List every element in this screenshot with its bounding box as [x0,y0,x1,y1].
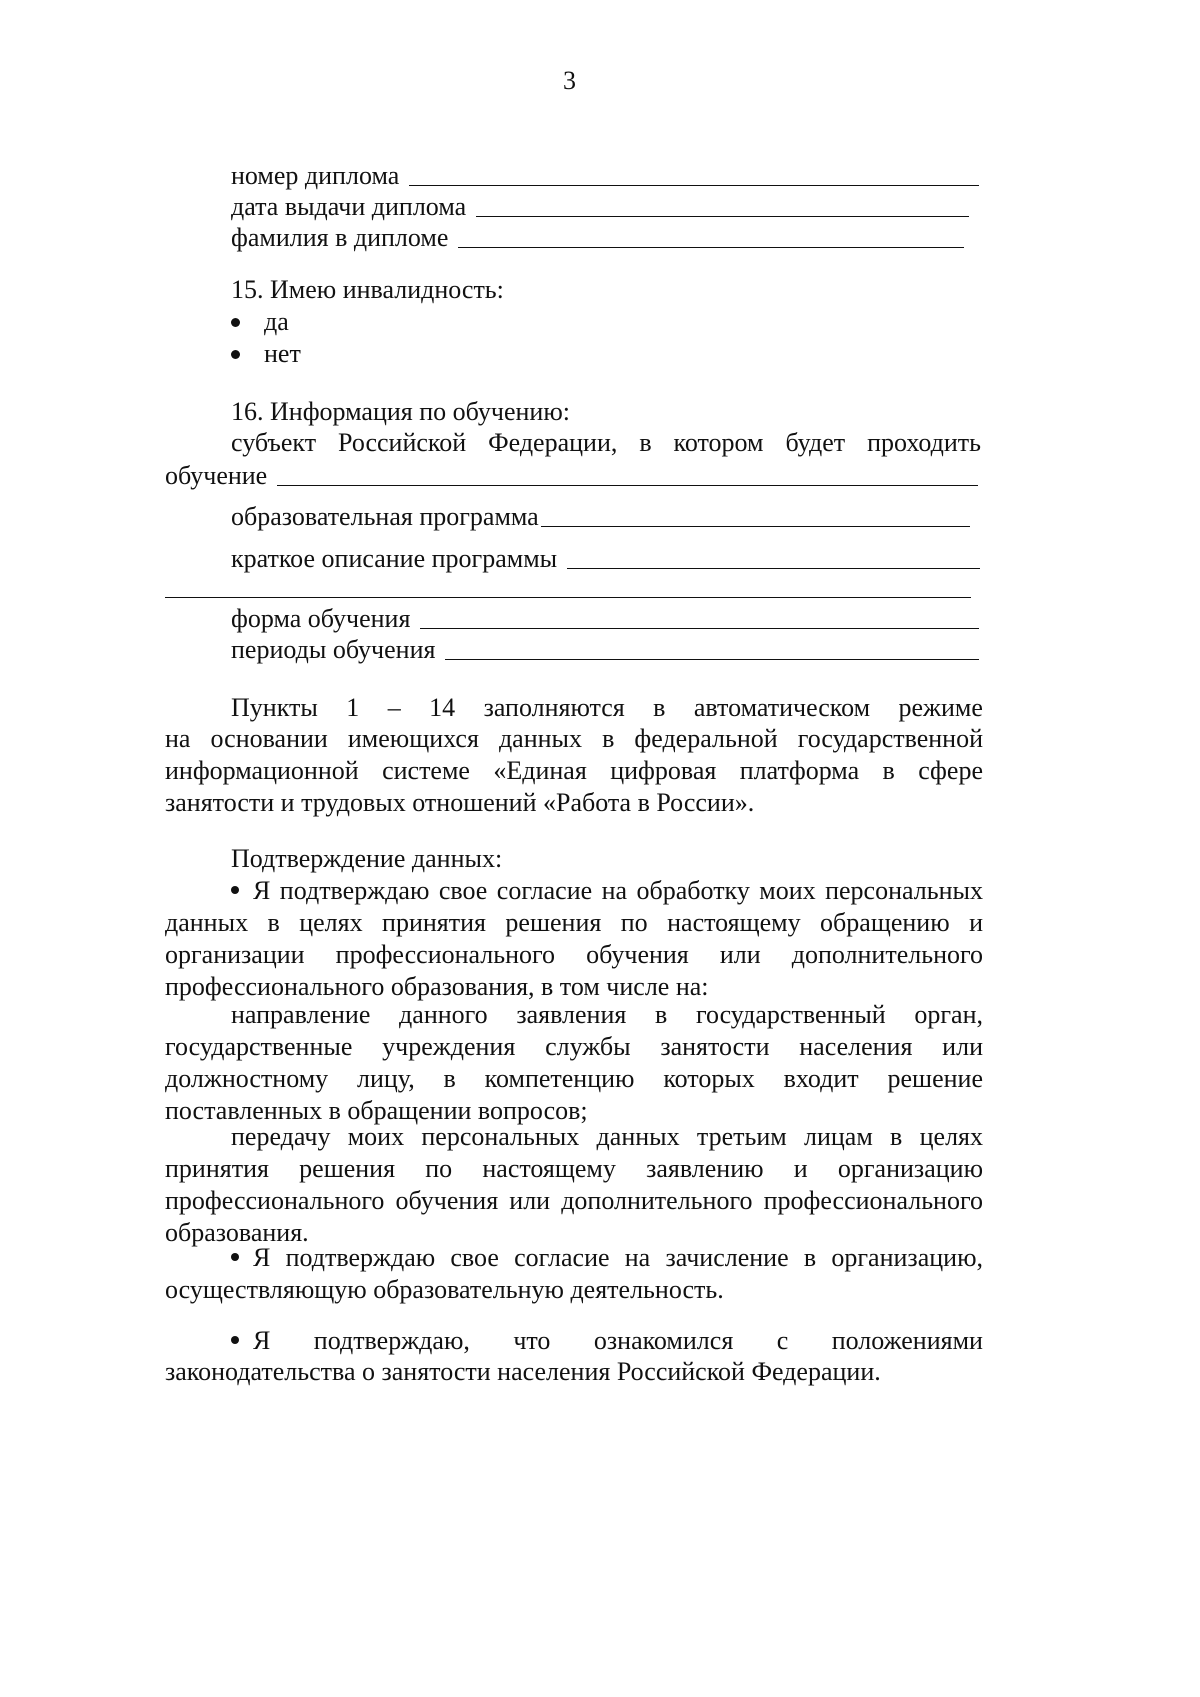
word: что [513,1326,551,1355]
diploma-surname-blank [458,246,964,248]
word: автоматическом [693,693,871,722]
disability-option-no [231,338,301,370]
diploma-date-blank [476,215,969,217]
training-region-line1 [231,427,981,459]
word: положениями [831,1326,983,1355]
word: Пункты [231,693,318,722]
word: заполняются [483,693,625,722]
training-info-title: 16. Информация по обучению: [231,397,570,426]
training-periods-label: периоды обучения [231,635,436,664]
bullet-icon [231,886,239,894]
auto-fill-note-line1 [231,692,983,724]
word: – [387,693,401,722]
training-form-field [231,603,979,635]
program-description-blank [567,567,980,569]
word: субъект [231,428,317,457]
word: в [653,693,666,722]
consent-personal-data [165,875,983,1003]
auto-fill-note-body: на основании имеющихся данных в федеральной государственной информационной системе «Единая цифровая платформа в сфере занятости и трудовых отношений «Работа в России». [165,724,983,817]
page-number: 3 [563,66,576,95]
bullet-icon [231,1336,239,1344]
diploma-number-field [231,160,979,192]
word: в [639,428,652,457]
diploma-number-label: номер диплома [231,161,400,190]
program-description-field [231,543,980,575]
consent-personal-data-text: Я подтверждаю свое согласие на обработку моих персональных данных в целях принятия решения по настоящему обращению и организации профессионального обучения или дополнительного профессионального образования, в том числе на: [165,876,983,1001]
education-program-label: образовательная программа [231,502,539,531]
consent-sub-forwarding: направление данного заявления в государственный орган, государственные учреждения службы занятости населения или должностному лицу, в компетенцию которых входит решение поставленных в обращении вопросов; [165,1000,983,1125]
bullet-icon [231,1253,239,1261]
word: Федерации, [488,428,618,457]
word: подтверждаю, [313,1326,470,1355]
word: Российской [338,428,467,457]
word: котором [673,428,764,457]
education-program-field [231,501,970,533]
diploma-surname-label: фамилия в дипломе [231,223,449,252]
disability-option-yes-label: да [264,307,289,336]
training-region-field [165,460,978,492]
disability-option-no-label: нет [264,339,301,368]
bullet-icon [231,318,240,327]
confirmation-title: Подтверждение данных: [231,844,503,873]
training-form-label: форма обучения [231,604,411,633]
consent-enrollment [165,1242,983,1306]
diploma-date-field [231,191,969,223]
word: 1 [346,693,360,722]
word: 14 [429,693,456,722]
law-acknowledgement-line1 [231,1325,983,1357]
disability-question-title: 15. Имею инвалидность: [231,275,504,304]
diploma-surname-field [231,222,964,254]
diploma-number-blank [409,184,979,186]
training-form-blank [420,627,979,629]
word: проходить [867,428,981,457]
diploma-date-label: дата выдачи диплома [231,192,467,221]
word: ознакомился [593,1326,734,1355]
consent-enrollment-text: Я подтверждаю свое согласие на зачисление в организацию, осуществляющую образовательную деятельность. [165,1243,983,1304]
word-text: Я [253,1326,271,1355]
education-program-blank [541,525,970,527]
program-description-label: краткое описание программы [231,544,558,573]
law-acknowledgement-line2: законодательства о занятости населения Российской Федерации. [165,1357,881,1386]
consent-sub-third-parties: передачу моих персональных данных третьим лицам в целях принятия решения по настоящему заявлению и организацию профессионального обучения или дополнительного профессионального образования. [165,1122,983,1247]
program-description-blank-line2 [165,597,971,598]
word: режиме [898,693,983,722]
word: будет [785,428,846,457]
word [231,1325,270,1357]
word: с [776,1326,789,1355]
disability-option-yes [231,306,289,338]
bullet-icon [231,350,240,359]
training-periods-blank [445,658,979,660]
training-region-label: обучение [165,461,268,490]
training-periods-field [231,634,979,666]
training-region-blank [277,484,978,486]
